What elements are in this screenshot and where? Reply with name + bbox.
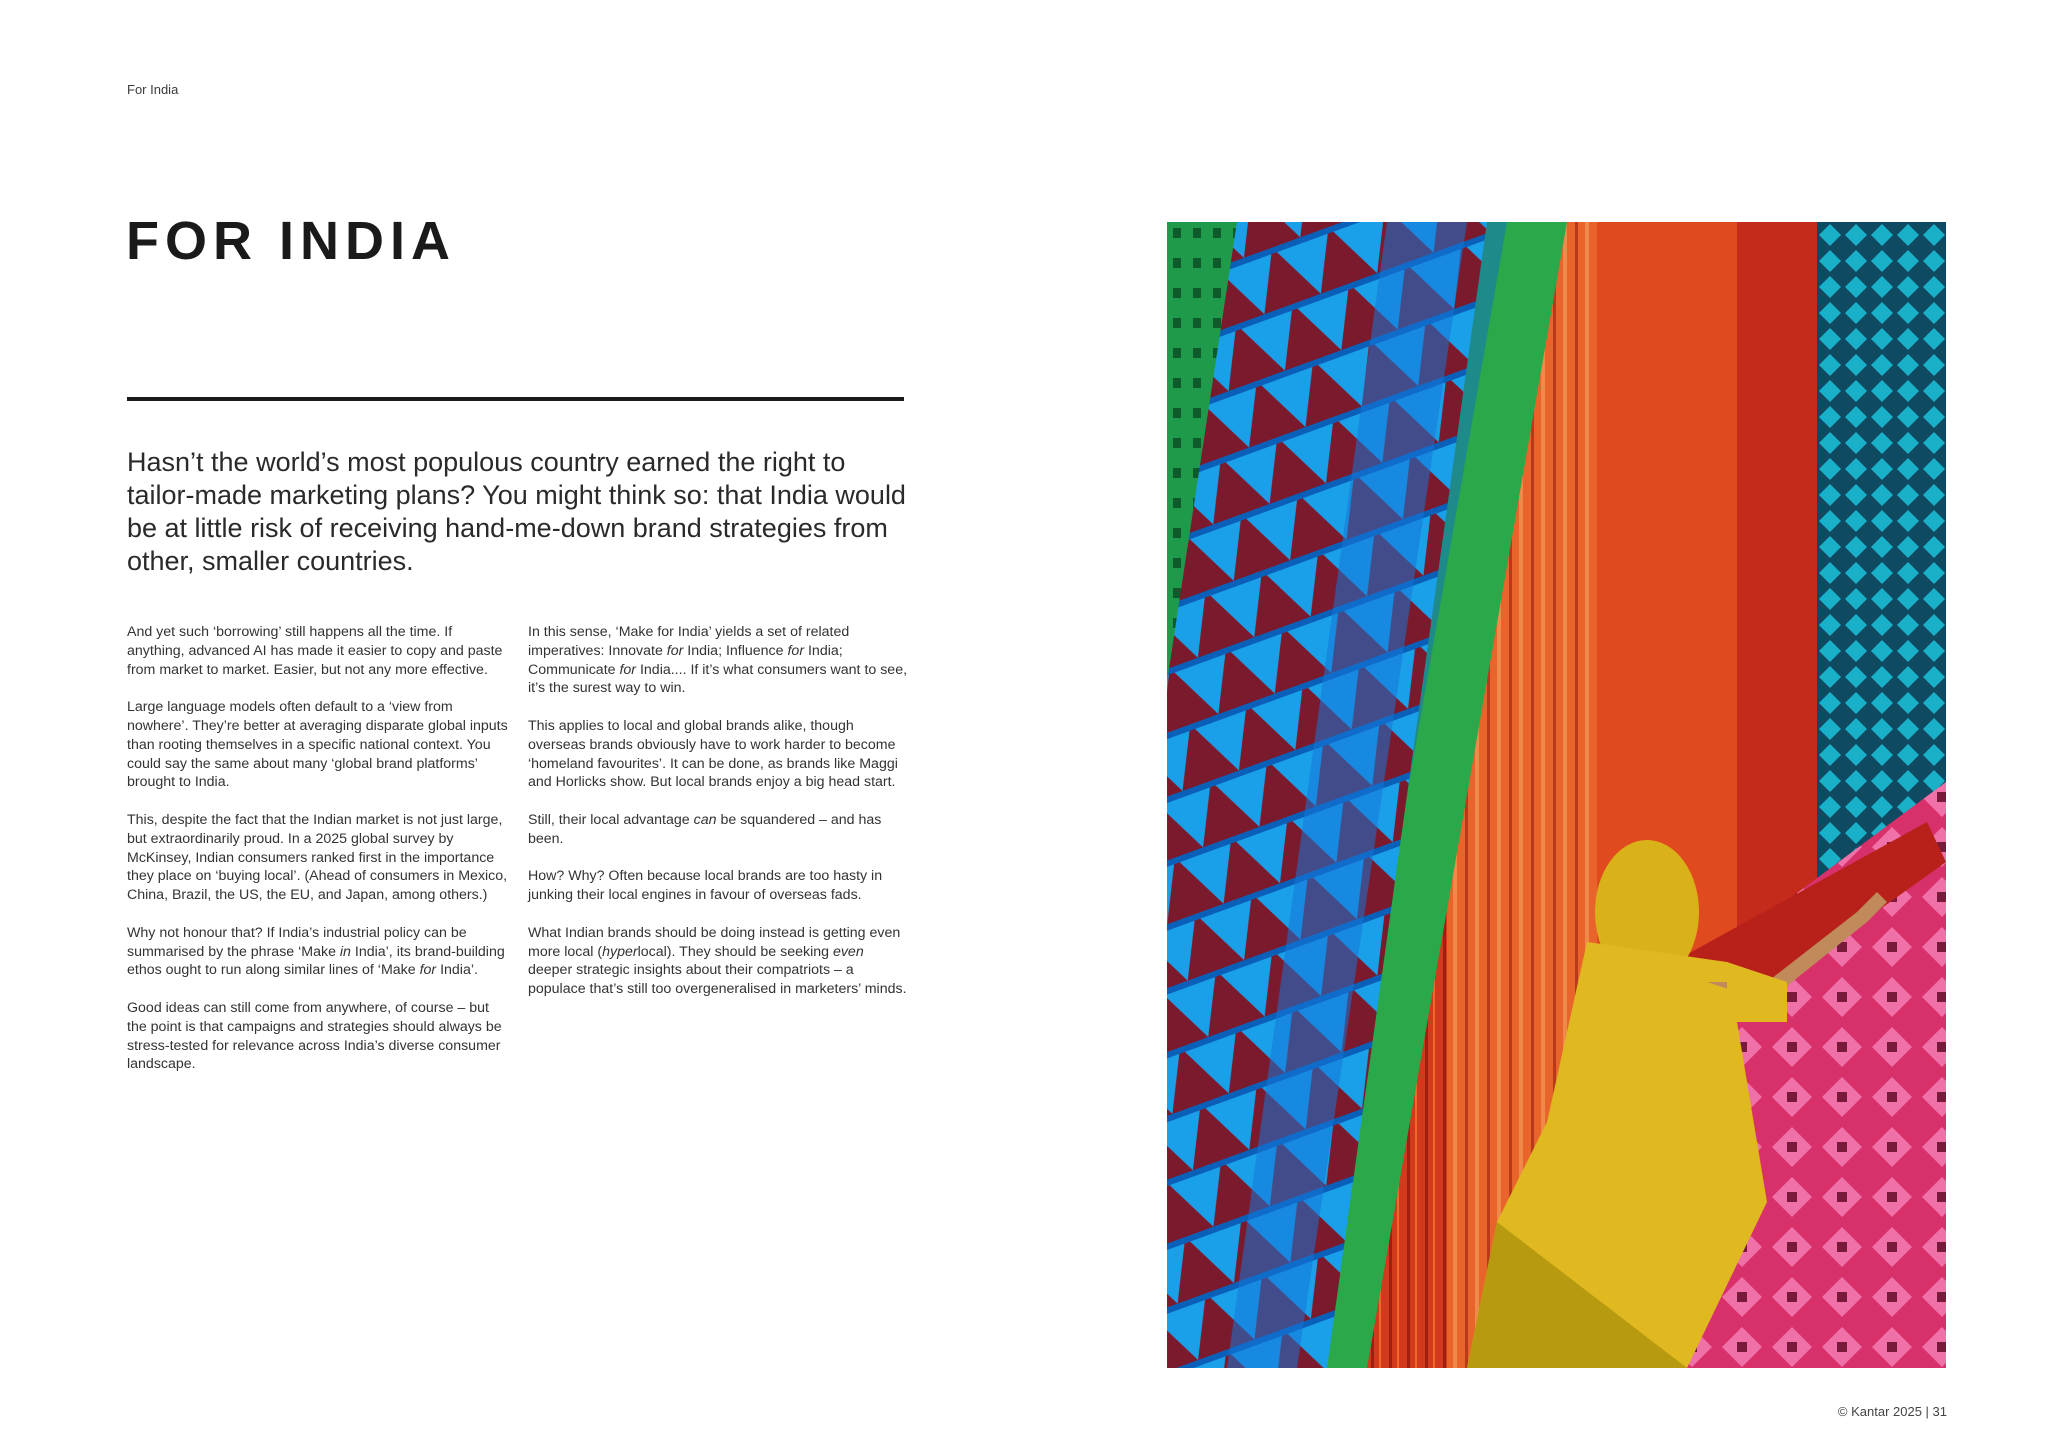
body-paragraph: [528, 717, 910, 792]
body-paragraph: [127, 924, 509, 980]
paragraph-text: be squandered – and has been.: [528, 811, 882, 847]
lead-paragraph: Hasn’t the world’s most populous country earned the right to tailor-made marketing plans? You might think so: that India would be at little risk of receiving hand-me-down brand strategies from other, smaller countries.: [127, 447, 906, 576]
title-divider: [127, 397, 904, 401]
emphasis-text: even: [832, 943, 864, 960]
paragraph-text: Why not honour that? If India’s industrial policy can be summarised by the phrase ‘Make: [127, 924, 467, 960]
body-column-right: [528, 623, 910, 1018]
body-paragraph: [528, 924, 910, 999]
paragraph-text: India; Influence: [683, 642, 788, 659]
paragraph-text: In this sense, ‘Make for India’ yields a set of related imperatives: Innovate: [528, 624, 850, 659]
emphasis-text: for: [419, 962, 437, 979]
textile-photo: [1167, 222, 1946, 1368]
paragraph-text: Good ideas can still come from anywhere, of course – but the point is that campaigns and strategies should always be stress-tested for relevance across India’s diverse consumer landscape.: [127, 999, 502, 1073]
paragraph-text: India’.: [436, 962, 478, 979]
body-paragraph: [528, 811, 910, 849]
body-paragraph: [127, 623, 509, 679]
body-paragraph: [127, 698, 509, 792]
paragraph-text: India’, its brand-building ethos ought to run along similar lines of ‘Make: [127, 943, 505, 979]
paragraph-text: Still, their local advantage: [528, 811, 694, 828]
emphasis-text: for: [666, 642, 684, 659]
paragraph-text: This, despite the fact that the Indian market is not just large, but extraordinarily proud. In a 2025 global survey by McKinsey, Indian consumers ranked first in the importance they place on ‘buying local’. (Ahead of consumers in Mexico, China, Brazil, the US, the EU, and Japan, among others.): [127, 811, 508, 904]
emphasis-text: hyper: [602, 943, 638, 960]
paragraph-text: Large language models often default to a ‘view from nowhere’. They’re better at averaging disparate global inputs than rooting themselves in a specific national context. You could say the same about many ‘global brand platforms’ brought to India.: [127, 699, 508, 791]
paragraph-text: This applies to local and global brands alike, though overseas brands obviously have to work harder to become ‘homeland favourites’. It can be done, as brands like Maggi and Horlicks show. But local brands enjoy a big head start.: [528, 717, 898, 791]
body-paragraph: [528, 623, 910, 698]
body-paragraph: [127, 811, 509, 905]
paragraph-text: And yet such ‘borrowing’ still happens all the time. If anything, advanced AI has made it easier to copy and paste from market to market. Easier, but not any more effective.: [127, 624, 503, 678]
page-footer: © Kantar 2025 | 31: [1837, 1404, 1947, 1419]
paragraph-text: What Indian brands should be doing instead is getting even more local (: [528, 924, 901, 960]
emphasis-text: for: [619, 661, 637, 678]
body-paragraph: [528, 867, 910, 905]
emphasis-text: in: [339, 943, 351, 960]
paragraph-text: deeper strategic insights about their compatriots – a populace that’s still too overgeneralised in marketers’ minds.: [528, 962, 907, 998]
paragraph-text: India.... If it’s what consumers want to see, it’s the surest way to win.: [528, 661, 908, 697]
page-title: FOR INDIA: [126, 211, 456, 271]
emphasis-text: can: [693, 811, 717, 828]
body-column-left: [127, 623, 509, 1093]
paragraph-text: How? Why? Often because local brands are too hasty in junking their local engines in favour of overseas fads.: [528, 868, 883, 904]
body-paragraph: [127, 999, 509, 1074]
paragraph-text: local). They should be seeking: [637, 943, 833, 960]
paragraph-text: India; Communicate: [528, 642, 843, 678]
running-head: For India: [127, 82, 179, 97]
emphasis-text: for: [787, 642, 805, 659]
